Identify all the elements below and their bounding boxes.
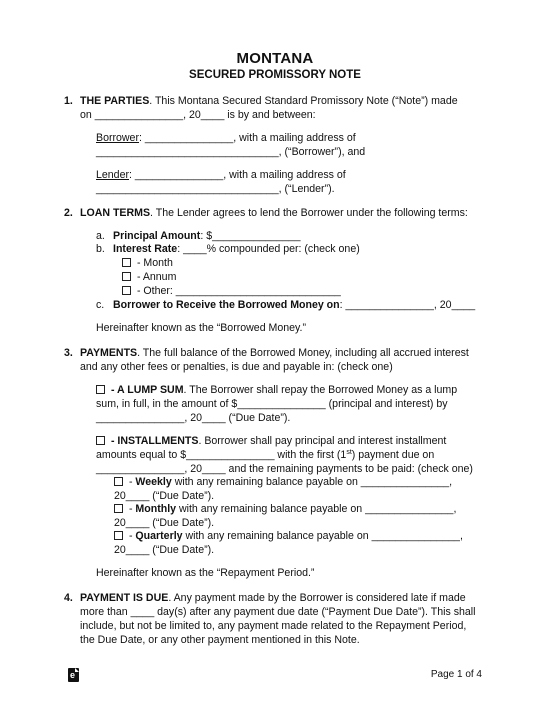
- item-c-letter: c.: [96, 299, 105, 311]
- item-a-letter: a.: [96, 230, 105, 242]
- section-2-line-1: [80, 207, 468, 220]
- monthly-dash: -: [126, 503, 136, 515]
- installments-due-text: ) payment due on: [351, 449, 435, 461]
- section-2-number: 2.: [64, 207, 73, 219]
- section-3-text: . The full balance of the Borrowed Money, including all accrued interest: [137, 347, 469, 359]
- section-4-line-4: the Due Date, or any other payment mentioned in this Note.: [80, 634, 360, 646]
- weekly-dash: -: [126, 476, 136, 488]
- section-4-number: 4.: [64, 592, 73, 604]
- borrowed-money-note: Hereinafter known as the “Borrowed Money.”: [96, 322, 307, 334]
- section-3-line-2: and any other fees or penalties, is due and payable in: (check one): [80, 361, 393, 373]
- section-1-number: 1.: [64, 95, 73, 107]
- lump-sum-line-1: [96, 384, 457, 397]
- option-annum[interactable]: [122, 271, 176, 284]
- principal-amount-blank: : $_______________: [200, 230, 301, 242]
- section-2-heading: LOAN TERMS: [80, 207, 151, 219]
- section-4-line-3: include, but not be limited to, any payment made related to the Repayment Period,: [80, 620, 467, 632]
- section-1-line-2: on _______________, 20____ is by and between:: [80, 109, 316, 121]
- lender-line-2: _______________________________, (“Lender”).: [96, 183, 335, 195]
- document-title: SECURED PROMISSORY NOTE: [189, 69, 361, 81]
- month-checkbox[interactable]: [122, 258, 131, 267]
- option-other[interactable]: [122, 285, 341, 298]
- borrower-label: Borrower: [96, 132, 139, 144]
- section-4-heading: PAYMENT IS DUE: [80, 592, 169, 604]
- month-label: - Month: [134, 257, 173, 269]
- weekly-option[interactable]: [114, 476, 452, 489]
- section-4-line-1: [80, 592, 466, 605]
- weekly-label: Weekly: [135, 476, 172, 488]
- installments-checkbox[interactable]: [96, 436, 105, 445]
- weekly-text: with any remaining balance payable on _______________,: [171, 476, 453, 488]
- eforms-logo-icon: [68, 668, 79, 682]
- principal-amount-label: Principal Amount: [113, 230, 201, 242]
- receive-date-line: [113, 299, 475, 312]
- section-1-line-1: [80, 95, 458, 108]
- installments-amount-text: amounts equal to $_______________ with the first (1: [96, 449, 347, 461]
- annum-label: - Annum: [134, 271, 177, 283]
- installments-label: - INSTALLMENTS: [108, 435, 199, 447]
- monthly-text: with any remaining balance payable on _______________,: [176, 503, 457, 515]
- lender-text: : _______________, with a mailing address of: [129, 169, 346, 181]
- monthly-label: Monthly: [135, 503, 177, 515]
- borrower-line-2: _______________________________, (“Borrower”), and: [96, 146, 366, 158]
- option-month[interactable]: [122, 257, 173, 270]
- installments-line-2: [96, 449, 434, 462]
- installments-line-1: [96, 435, 446, 448]
- page-number: Page 1 of 4: [430, 669, 482, 680]
- monthly-option[interactable]: [114, 503, 456, 516]
- quarterly-label: Quarterly: [135, 530, 183, 542]
- lump-sum-text: . The Borrower shall repay the Borrowed Money as a lump: [183, 384, 458, 396]
- lump-sum-line-2: sum, in full, in the amount of $_______________ (principal and interest) by: [96, 398, 448, 410]
- section-3-number: 3.: [64, 347, 73, 359]
- annum-checkbox[interactable]: [122, 272, 131, 281]
- receive-date-blank: : _______________, 20____: [339, 299, 476, 311]
- repayment-period-note: Hereinafter known as the “Repayment Period.”: [96, 567, 315, 579]
- lump-sum-line-3: _______________, 20____ (“Due Date”).: [96, 412, 291, 424]
- borrower-line-1: [96, 132, 356, 145]
- lump-sum-label: - A LUMP SUM: [108, 384, 184, 396]
- state-title: MONTANA: [236, 50, 314, 67]
- principal-amount-line: [113, 230, 300, 243]
- quarterly-option[interactable]: [114, 530, 463, 543]
- monthly-due-date: 20____ (“Due Date”).: [114, 517, 215, 529]
- item-b-letter: b.: [96, 243, 105, 255]
- section-4-line-2: more than ____ day(s) after any payment due date (“Payment Due Date”). This shall: [80, 606, 476, 618]
- lump-sum-checkbox[interactable]: [96, 385, 105, 394]
- weekly-due-date: 20____ (“Due Date”).: [114, 490, 215, 502]
- section-3-heading: PAYMENTS: [80, 347, 138, 359]
- installments-text: . Borrower shall pay principal and interest installment: [198, 435, 447, 447]
- section-1-heading: THE PARTIES: [80, 95, 150, 107]
- receive-date-label: Borrower to Receive the Borrowed Money on: [113, 299, 340, 311]
- interest-rate-blank: : ____% compounded per: (check one): [177, 243, 360, 255]
- other-checkbox[interactable]: [122, 286, 131, 295]
- weekly-checkbox[interactable]: [114, 477, 123, 486]
- section-2-text: . The Lender agrees to lend the Borrower under the following terms:: [150, 207, 468, 219]
- interest-rate-line: [113, 243, 360, 256]
- monthly-checkbox[interactable]: [114, 504, 123, 513]
- quarterly-dash: -: [126, 530, 136, 542]
- interest-rate-label: Interest Rate: [113, 243, 178, 255]
- installments-line-3: _______________, 20____ and the remaining payments to be paid: (check one): [96, 463, 473, 475]
- quarterly-due-date: 20____ (“Due Date”).: [114, 544, 215, 556]
- borrower-text: : _______________, with a mailing address of: [138, 132, 356, 144]
- lender-line-1: [96, 169, 346, 182]
- first-superscript: st: [346, 449, 352, 456]
- quarterly-checkbox[interactable]: [114, 531, 123, 540]
- section-1-text: . This Montana Secured Standard Promissory Note (“Note”) made: [149, 95, 458, 107]
- section-4-text: . Any payment made by the Borrower is considered late if made: [168, 592, 466, 604]
- other-label: - Other: ____________________________: [134, 285, 341, 297]
- quarterly-text: with any remaining balance payable on _______________,: [182, 530, 463, 542]
- logo-letter: e: [70, 670, 76, 680]
- lender-label: Lender: [96, 169, 129, 181]
- section-3-line-1: [80, 347, 469, 360]
